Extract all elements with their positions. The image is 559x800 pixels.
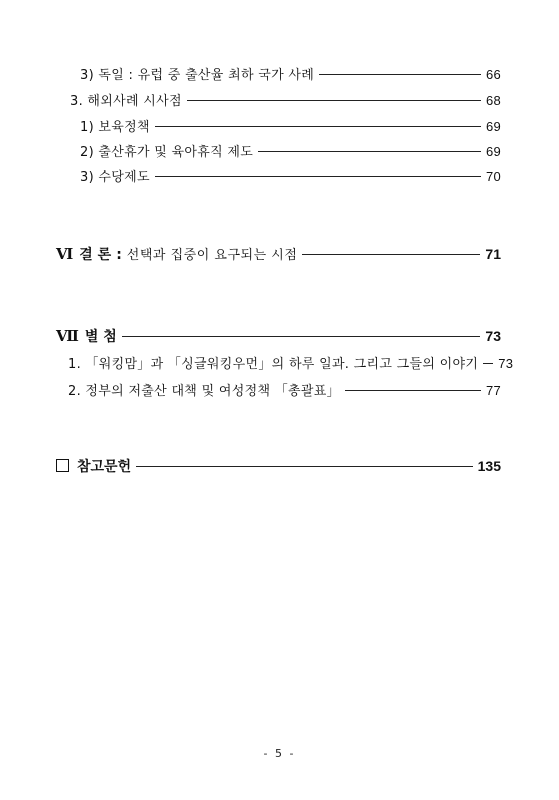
toc-entry-page: 70 <box>485 169 501 184</box>
dot-leader <box>155 126 481 127</box>
toc-entry-page: 69 <box>485 144 501 159</box>
dot-leader <box>345 390 481 391</box>
checkbox-square-icon <box>56 459 69 472</box>
toc-entry-page: 68 <box>485 93 501 108</box>
toc-entry[interactable] <box>70 90 501 109</box>
chapter-title: 별 첨 <box>84 329 117 345</box>
references-title: 참고문헌 <box>77 459 132 475</box>
toc-entry-page: 73 <box>498 356 514 371</box>
dot-leader <box>483 363 493 364</box>
toc-entry-label: 1) 보육정책 <box>80 120 150 135</box>
toc-entry[interactable] <box>68 380 501 399</box>
dot-leader <box>258 151 481 152</box>
toc-entry-page: 77 <box>485 383 501 398</box>
references-page: 135 <box>477 458 501 474</box>
toc-references[interactable] <box>56 456 501 476</box>
toc-entry[interactable] <box>80 141 501 160</box>
toc-entry-label: 3) 수당제도 <box>80 170 150 185</box>
toc-entry-page: 66 <box>485 67 501 82</box>
chapter-colon: : <box>116 247 122 263</box>
toc-entry-label: 3. 해외사례 시사점 <box>70 94 182 109</box>
dot-leader <box>187 100 481 101</box>
toc-entry-label: 2) 출산휴가 및 육아휴직 제도 <box>80 145 254 160</box>
chapter-page: 71 <box>485 246 501 262</box>
toc-entry[interactable] <box>80 166 501 185</box>
toc-entry[interactable] <box>80 64 501 83</box>
chapter-subtitle: 선택과 집중이 요구되는 시점 <box>126 248 298 263</box>
toc-entry-page: 69 <box>485 119 501 134</box>
chapter-page: 73 <box>485 328 501 344</box>
dot-leader <box>302 254 480 255</box>
toc-entry[interactable] <box>80 116 501 135</box>
toc-entry[interactable] <box>68 353 514 372</box>
toc-chapter-6[interactable] <box>56 244 501 264</box>
toc-entry-label: 2. 정부의 저출산 대책 및 여성정책 「총괄표」 <box>68 384 340 399</box>
chapter-numeral: Ⅵ <box>56 245 74 263</box>
chapter-numeral: Ⅶ <box>56 327 79 345</box>
dot-leader <box>319 74 481 75</box>
page-number: - 5 - <box>263 747 296 760</box>
toc-chapter-7[interactable] <box>56 326 501 346</box>
chapter-title: 결 론 <box>79 247 112 263</box>
dot-leader <box>122 336 481 337</box>
toc-entry-label: 1. 「워킹맘」과 「싱글워킹우먼」의 하루 일과. 그리고 그들의 이야기 <box>68 357 479 372</box>
toc-entry-label: 3) 독일 : 유럽 중 출산율 최하 국가 사례 <box>80 68 315 83</box>
dot-leader <box>136 466 473 467</box>
dot-leader <box>155 176 481 177</box>
